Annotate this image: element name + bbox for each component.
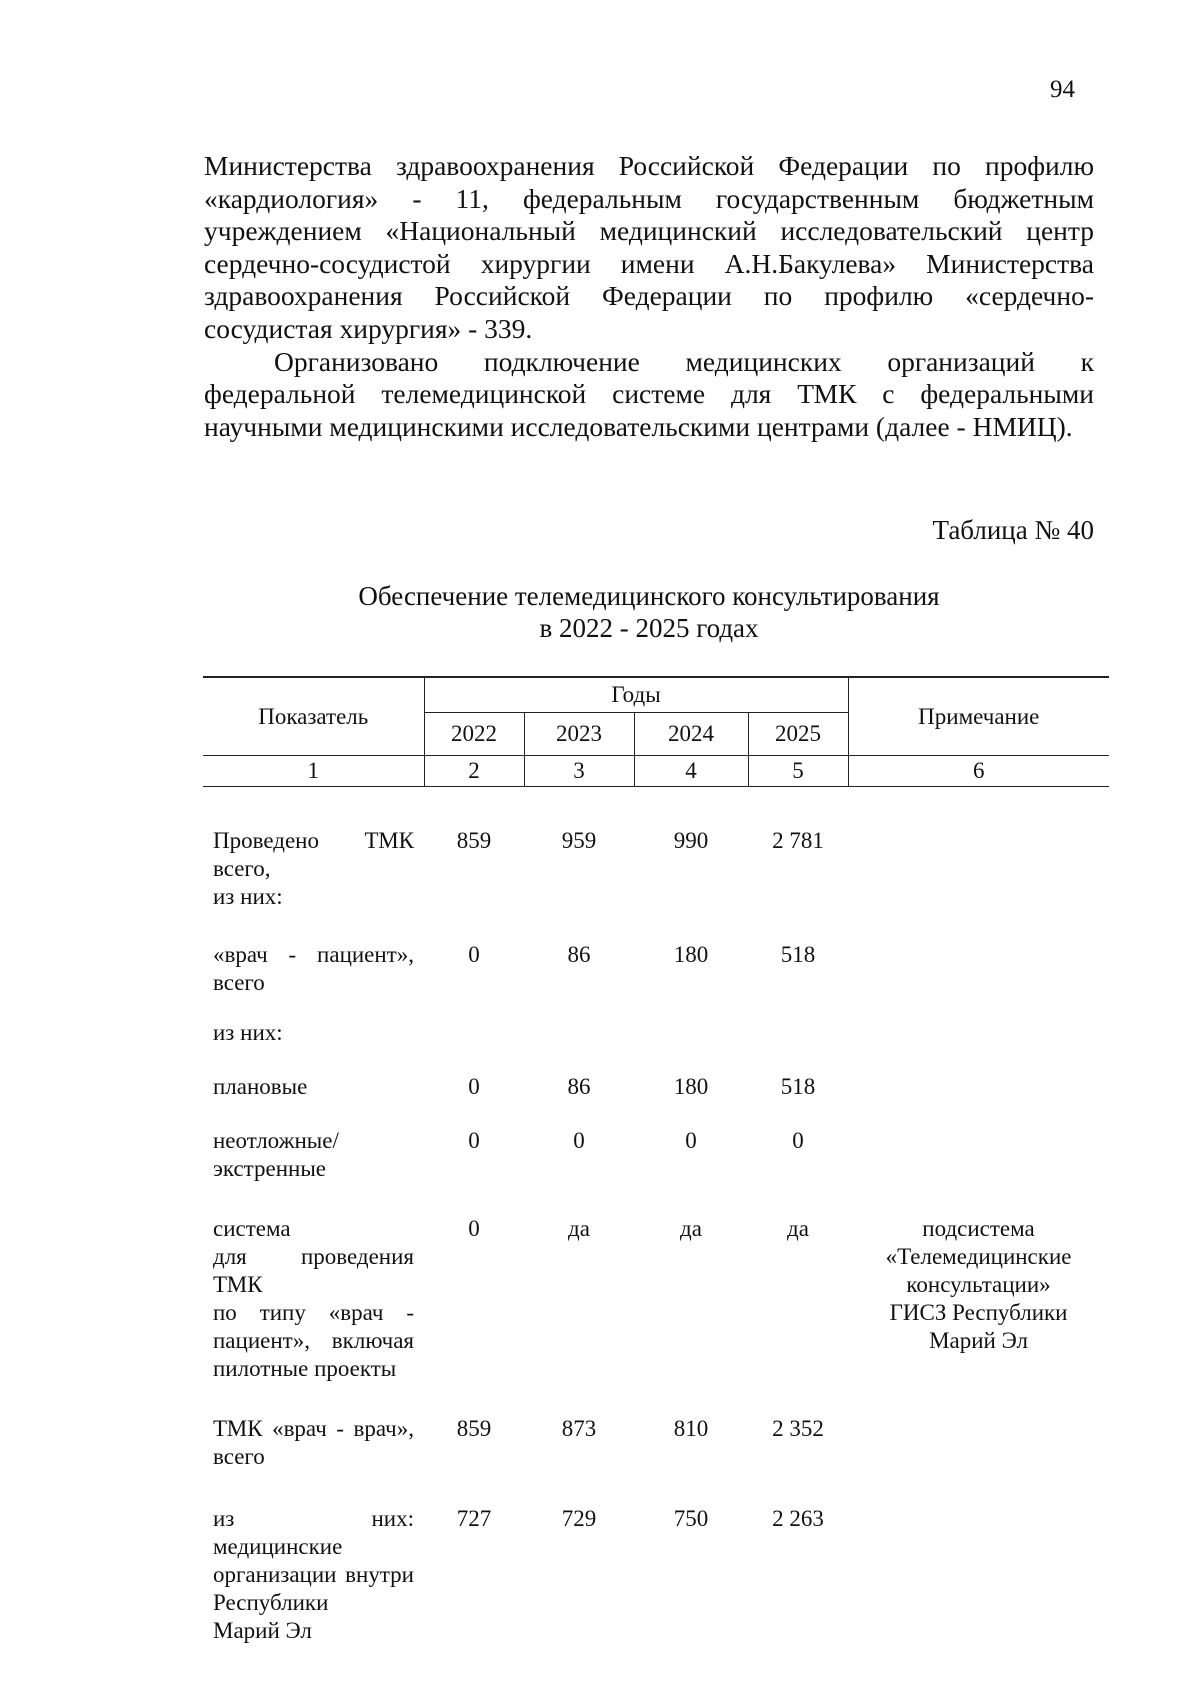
table-row <box>203 941 1109 997</box>
note-cell <box>848 1073 1109 1101</box>
table-title-line: Обеспечение телемедицинского консультирования <box>358 581 940 611</box>
value-cell: 518 <box>780 942 816 967</box>
indicator-cell <box>203 941 424 997</box>
indicator-line: пациент», включая <box>213 1328 414 1353</box>
table-row <box>203 1505 1109 1645</box>
indicator-line: всего <box>213 970 265 995</box>
value-cell: 0 <box>468 1074 480 1099</box>
note-cell <box>848 1019 1109 1047</box>
table-row <box>203 1127 1109 1183</box>
value-cell <box>748 1019 848 1047</box>
header-note: Примечание <box>848 677 1109 756</box>
value-cell: 0 <box>685 1128 697 1153</box>
indicator-line: из них: <box>213 884 283 909</box>
indicator-line: всего, <box>213 856 271 881</box>
indicator-line: по типу «врач - <box>213 1300 414 1325</box>
paragraph-line: учреждением «Национальный медицинский исследовательский центр <box>204 215 1094 247</box>
indicator-line: неотложные/ <box>213 1128 339 1153</box>
indicator-line: экстренные <box>213 1156 327 1181</box>
paragraph-line: «кардиология» - 11, федеральным государственным бюджетным <box>204 182 1094 214</box>
indicator-line: из них: <box>213 1020 283 1045</box>
indicator-line: Проведено ТМК <box>213 828 414 853</box>
indicator-line: система <box>213 1216 291 1241</box>
indicator-line: всего <box>213 1444 265 1469</box>
indicator-line: Марий Эл <box>213 1618 312 1643</box>
indicator-line: из них: <box>213 1506 414 1531</box>
indicator-line: пилотные проекты <box>213 1356 397 1381</box>
value-cell: 2 263 <box>772 1506 824 1531</box>
indicator-line: плановые <box>213 1074 308 1099</box>
value-cell: 727 <box>456 1506 492 1531</box>
note-line: подсистема <box>922 1216 1035 1241</box>
note-cell <box>848 1127 1109 1183</box>
body-text <box>204 150 1094 443</box>
value-cell: 0 <box>573 1128 585 1153</box>
value-cell: да <box>787 1216 809 1241</box>
data-table <box>203 676 1109 1645</box>
value-cell: 873 <box>561 1416 597 1441</box>
table-row <box>203 1019 1109 1047</box>
note-line: «Телемедицинские <box>885 1244 1072 1269</box>
value-cell: 0 <box>468 1216 480 1241</box>
note-line: консультации» <box>906 1272 1051 1297</box>
indicator-line: организации внутри <box>213 1562 414 1587</box>
value-cell: 859 <box>456 1416 492 1441</box>
table-row <box>203 1415 1109 1471</box>
indicator-line: медицинские <box>213 1534 343 1559</box>
column-number: 5 <box>748 756 848 787</box>
paragraph <box>204 346 1094 444</box>
indicator-cell <box>203 1505 424 1645</box>
indicator-cell <box>203 827 424 911</box>
value-cell: 2 352 <box>772 1416 824 1441</box>
note-cell <box>848 1415 1109 1471</box>
table-title <box>204 580 1094 644</box>
value-cell: 86 <box>567 1074 591 1099</box>
value-cell: 959 <box>561 828 597 853</box>
indicator-cell <box>203 1415 424 1471</box>
note-cell <box>848 1215 1109 1383</box>
column-number: 2 <box>424 756 524 787</box>
value-cell: 729 <box>561 1506 597 1531</box>
column-number: 4 <box>634 756 748 787</box>
indicator-cell <box>203 1073 424 1101</box>
page-number: 94 <box>1050 76 1075 103</box>
value-cell: 2 781 <box>772 828 824 853</box>
value-cell: 750 <box>673 1506 709 1531</box>
value-cell: 86 <box>567 942 591 967</box>
note-line: Марий Эл <box>929 1328 1028 1353</box>
header-year: 2024 <box>634 713 748 756</box>
value-cell <box>424 1019 524 1047</box>
value-cell: 859 <box>456 828 492 853</box>
paragraph-line: НМИЦ). <box>972 410 1073 442</box>
column-number: 3 <box>524 756 634 787</box>
column-number: 1 <box>203 756 424 787</box>
paragraph-line: к федеральной телемедицинской системе для ТМК с федеральными <box>204 345 1095 410</box>
table-row <box>203 1073 1109 1101</box>
paragraph-line: сердечно-сосудистой хирургии имени А.Н.Бакулева» Министерства <box>204 247 1094 279</box>
indicator-line: «врач - пациент», <box>213 942 414 967</box>
paragraph-line: сосудистая хирургия» - 339. <box>204 312 533 344</box>
indicator-cell <box>203 1127 424 1183</box>
table-row <box>203 827 1109 911</box>
value-cell: 0 <box>792 1128 804 1153</box>
note-cell <box>848 1505 1109 1645</box>
paragraph-line: Организовано подключение медицинских организаций <box>274 345 1035 377</box>
value-cell <box>634 1019 748 1047</box>
indicator-line: Республики <box>213 1590 329 1615</box>
value-cell: 0 <box>468 942 480 967</box>
indicator-line: для проведения ТМК <box>213 1244 414 1297</box>
table-row <box>203 1215 1109 1383</box>
paragraph-line: здравоохранения Российской Федерации по профилю «сердечно- <box>204 280 1094 312</box>
paragraph <box>204 150 1094 346</box>
header-year: 2023 <box>524 713 634 756</box>
value-cell: 518 <box>780 1074 816 1099</box>
header-year: 2025 <box>748 713 848 756</box>
value-cell: 990 <box>673 828 709 853</box>
indicator-cell <box>203 1019 424 1047</box>
note-line: ГИСЗ Республики <box>889 1300 1068 1325</box>
column-number: 6 <box>848 756 1109 787</box>
paragraph-line: Министерства здравоохранения Российской Федерации по профилю <box>204 150 1094 181</box>
paragraph-line: научными медицинскими исследовательскими центрами (далее - <box>204 410 966 442</box>
value-cell: 0 <box>468 1128 480 1153</box>
telemedicine-table <box>203 676 1109 1645</box>
value-cell: да <box>568 1216 590 1241</box>
note-cell <box>848 827 1109 911</box>
table-title-line: в 2022 - 2025 годах <box>539 613 759 643</box>
value-cell: 180 <box>673 942 709 967</box>
indicator-line: ТМК «врач - врач», <box>213 1416 414 1441</box>
table-number: Таблица № 40 <box>932 515 1094 545</box>
note-cell <box>848 941 1109 997</box>
indicator-cell <box>203 1215 424 1383</box>
value-cell: да <box>680 1216 702 1241</box>
value-cell: 810 <box>673 1416 709 1441</box>
value-cell: 180 <box>673 1074 709 1099</box>
header-indicator: Показатель <box>203 677 424 756</box>
header-year: 2022 <box>424 713 524 756</box>
header-years-group: Годы <box>424 677 848 713</box>
value-cell <box>524 1019 634 1047</box>
table-body <box>203 787 1109 1646</box>
